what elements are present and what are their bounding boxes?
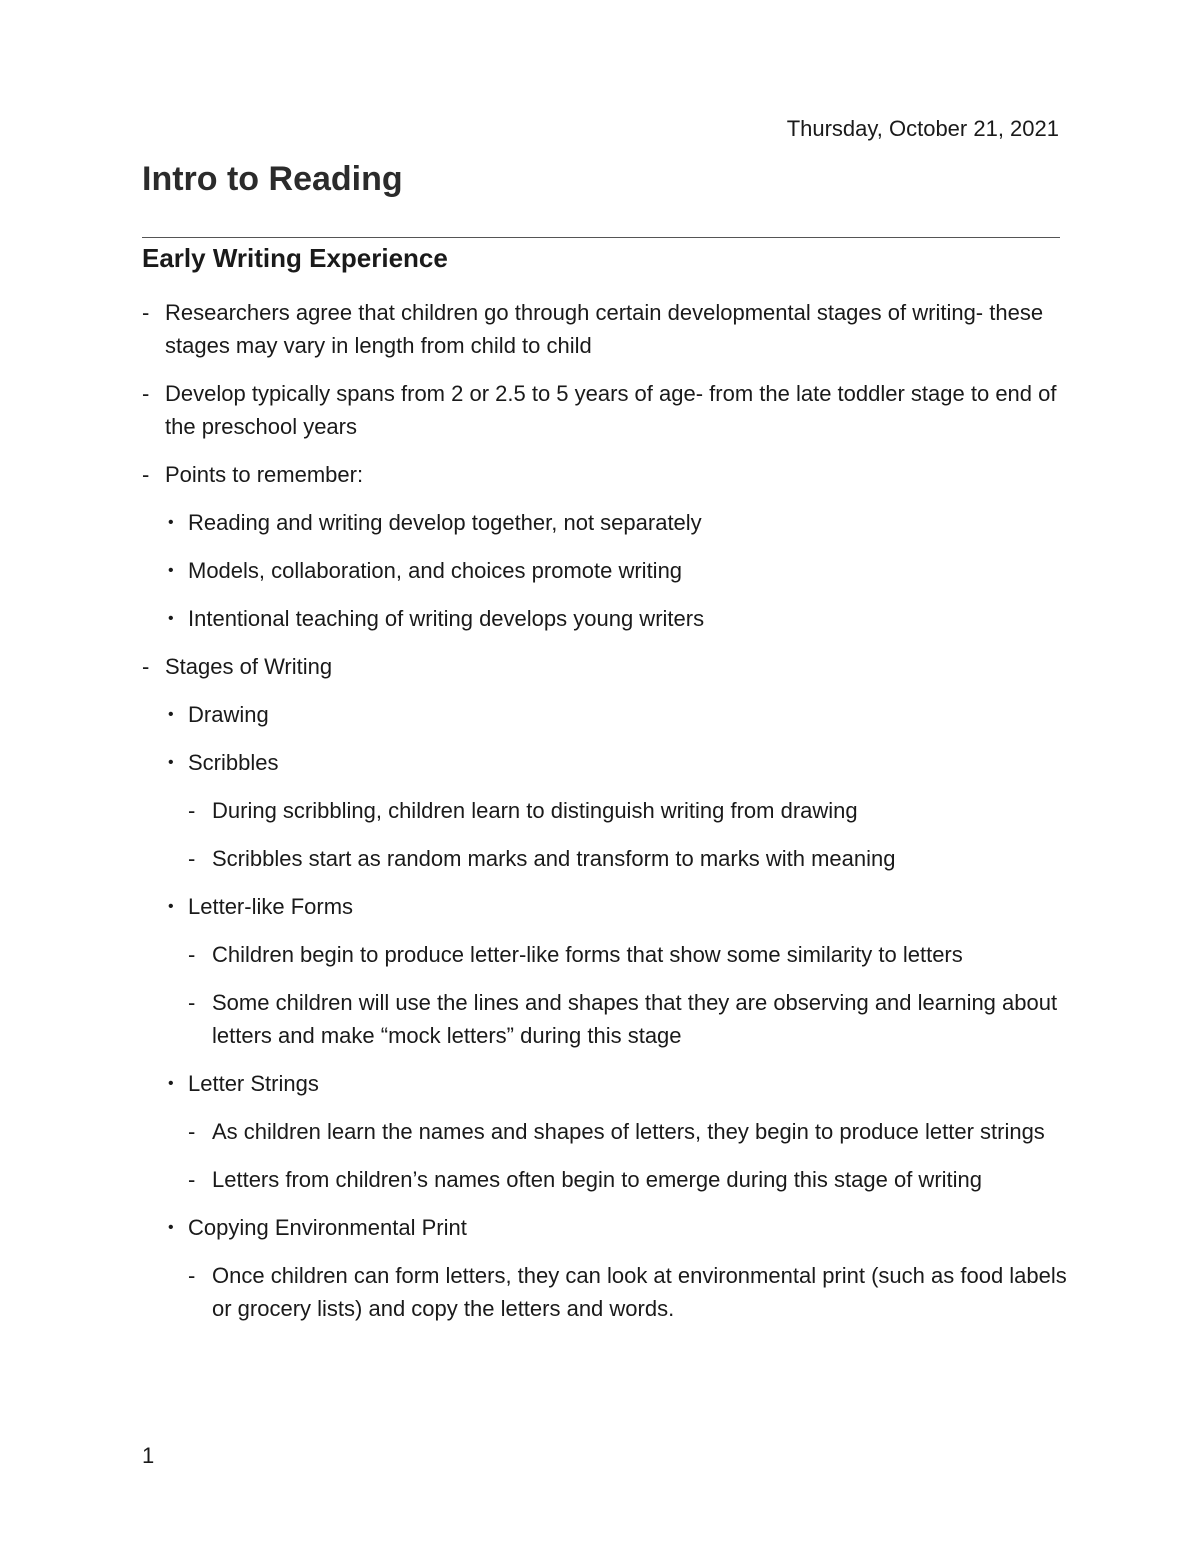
main-list	[142, 650, 1072, 683]
sublist-item-text: Scribbles	[188, 750, 279, 775]
sublist-item	[142, 602, 1072, 635]
dash-marker: -	[188, 1263, 196, 1288]
nested-item-text: During scribbling, children learn to distinguish writing from drawing	[212, 798, 858, 823]
sublist	[142, 506, 1072, 635]
list-item-text: Points to remember:	[165, 462, 364, 487]
nested-list	[142, 794, 1072, 875]
bullet-marker: •	[168, 706, 174, 723]
bullet-marker: •	[168, 1219, 174, 1236]
dash-marker: -	[142, 300, 150, 325]
title-divider	[142, 237, 1060, 238]
bullet-marker: •	[168, 754, 174, 771]
bullet-marker: •	[168, 610, 174, 627]
sublist-item-text: Copying Environmental Print	[188, 1215, 467, 1240]
sublist-item	[142, 506, 1072, 539]
bullet-marker: •	[168, 1075, 174, 1092]
sublist-item-text: Models, collaboration, and choices promote writing	[188, 558, 683, 583]
section-heading: Early Writing Experience	[142, 243, 448, 273]
dash-marker: -	[188, 798, 196, 823]
nested-item	[142, 1259, 1072, 1325]
sublist-item	[142, 1067, 1072, 1100]
nested-item	[142, 986, 1072, 1052]
sublist	[142, 1067, 1072, 1100]
sublist	[142, 1211, 1072, 1244]
dash-marker: -	[142, 462, 150, 487]
list-item	[142, 296, 1072, 362]
sublist-item	[142, 698, 1072, 731]
bullet-marker: •	[168, 562, 174, 579]
sublist-item-text: Drawing	[188, 702, 269, 727]
dash-marker: -	[188, 990, 196, 1015]
sublist-item	[142, 746, 1072, 779]
nested-item	[142, 842, 1072, 875]
nested-item	[142, 1115, 1072, 1148]
dash-marker: -	[188, 846, 196, 871]
sublist-item-text: Letter Strings	[188, 1071, 319, 1096]
main-list	[142, 296, 1072, 491]
nested-item	[142, 794, 1072, 827]
list-item-text: Stages of Writing	[165, 654, 333, 679]
sublist-item	[142, 890, 1072, 923]
list-item	[142, 458, 1072, 491]
nested-item-text: Letters from children’s names often begin to emerge during this stage of writing	[212, 1167, 982, 1192]
sublist	[142, 698, 1072, 779]
list-item	[142, 377, 1072, 443]
dash-marker: -	[188, 1167, 196, 1192]
bullet-marker: •	[168, 514, 174, 531]
sublist-item	[142, 554, 1072, 587]
sublist-item-text: Intentional teaching of writing develops young writers	[188, 606, 705, 631]
nested-item-text: Once children can form letters, they can look at environmental print (such as food labels or grocery lists) and copy the letters and words.	[212, 1263, 1067, 1321]
document-date: Thursday, October 21, 2021	[786, 116, 1059, 141]
list-item	[142, 650, 1072, 683]
nested-item-text: Scribbles start as random marks and transform to marks with meaning	[212, 846, 896, 871]
dash-marker: -	[142, 381, 150, 406]
nested-item-text: Children begin to produce letter-like forms that show some similarity to letters	[212, 942, 963, 967]
sublist	[142, 890, 1072, 923]
sublist-item-text: Letter-like Forms	[188, 894, 354, 919]
sublist-item	[142, 1211, 1072, 1244]
nested-list	[142, 1115, 1072, 1196]
list-item-text: Develop typically spans from 2 or 2.5 to 5 years of age- from the late toddler stage to end of the preschool years	[165, 381, 1057, 439]
sublist-item-text: Reading and writing develop together, not separately	[188, 510, 702, 535]
dash-marker: -	[142, 654, 150, 679]
nested-item-text: Some children will use the lines and shapes that they are observing and learning about letters and make “mock letters” during this stage	[212, 990, 1058, 1048]
dash-marker: -	[188, 1119, 196, 1144]
nested-item	[142, 1163, 1072, 1196]
nested-item-text: As children learn the names and shapes of letters, they begin to produce letter strings	[212, 1119, 1045, 1144]
bullet-marker: •	[168, 898, 174, 915]
nested-list	[142, 938, 1072, 1052]
notes-body	[142, 296, 1072, 1340]
nested-list	[142, 1259, 1072, 1325]
page-title: Intro to Reading	[142, 160, 403, 198]
list-item-text: Researchers agree that children go through certain developmental stages of writing- these stages may vary in length from child to child	[165, 300, 1044, 358]
page-number: 1	[142, 1443, 155, 1468]
nested-item	[142, 938, 1072, 971]
dash-marker: -	[188, 942, 196, 967]
